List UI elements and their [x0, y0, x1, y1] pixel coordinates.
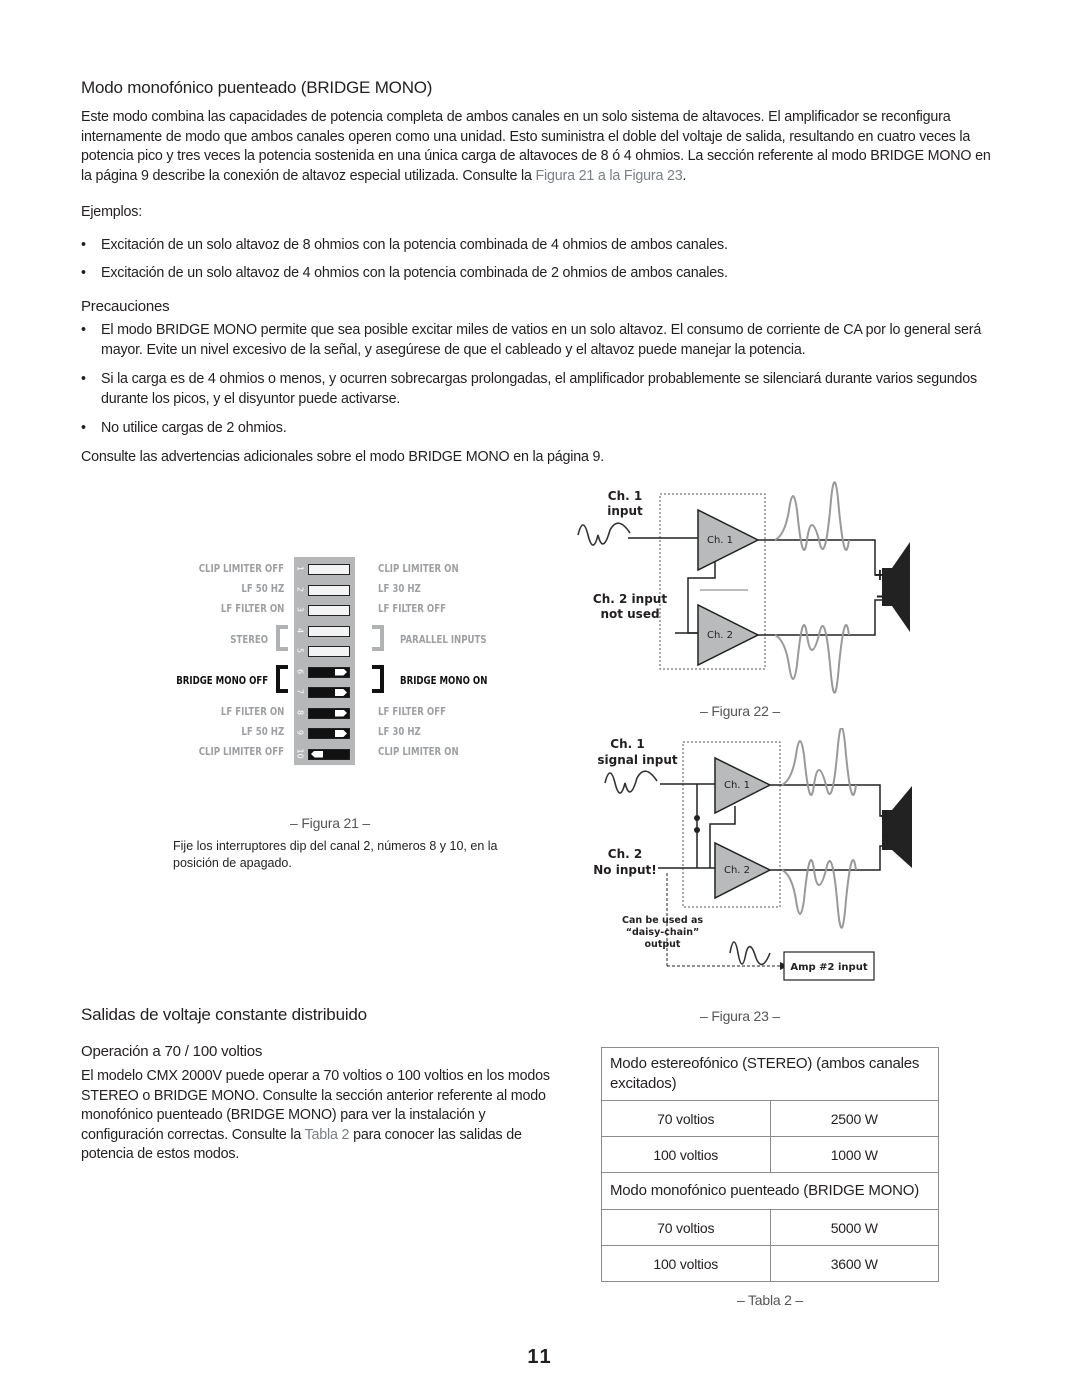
minus-sign: –	[882, 826, 890, 845]
power-cell: 5000 W	[830, 1219, 878, 1236]
switch-knob	[311, 587, 323, 594]
table-row	[602, 1246, 938, 1281]
switch-knob	[335, 689, 347, 696]
right-label-clip-limiter-on: CLIP LIMITER ON	[378, 563, 459, 575]
table-row	[602, 1137, 938, 1173]
left-label-clip-limiter-off-2: CLIP LIMITER OFF	[198, 746, 284, 758]
daisy-chain-label: Can be used as “daisy-chain” output	[621, 915, 704, 950]
bullet-icon: •	[81, 420, 86, 436]
right-label-clip-limiter-on-2: CLIP LIMITER ON	[378, 746, 459, 758]
switch-number-5: 5	[295, 647, 305, 654]
switch-number-3: 3	[295, 606, 305, 613]
amp1-label: Ch. 1	[723, 780, 751, 791]
figure-reference-link[interactable]: Figura 21 a la Figura 23	[535, 167, 683, 184]
bracket-bridge-on	[372, 667, 382, 691]
no-input-label: No input!	[593, 863, 657, 877]
figure-23-caption: – Figura 23 –	[700, 1008, 780, 1024]
amp2-label: Ch. 2	[723, 865, 751, 876]
left-label-bridge-mono-off: BRIDGE MONO OFF	[176, 675, 268, 687]
table-2	[601, 1047, 939, 1282]
switch-knob	[335, 669, 347, 676]
switch-knob	[311, 648, 323, 655]
ch2-input-label: Ch. 2 input not used	[592, 592, 668, 621]
bridge-mode-header: Modo monofónico puenteado (BRIDGE MONO)	[602, 1173, 938, 1210]
dip-switch-1[interactable]	[308, 564, 350, 575]
figure-22-caption: – Figura 22 –	[700, 703, 780, 719]
precaution-text: Si la carga es de 4 ohmios o menos, y ocurren sobrecargas prolongadas, el amplificador probablemente se silenciará durante varios segundos durante los picos, y el disyuntor puede activarse.	[101, 371, 977, 407]
switch-number-8: 8	[295, 709, 305, 715]
switch-knob	[311, 751, 323, 758]
right-label-parallel-inputs: PARALLEL INPUTS	[400, 634, 487, 646]
switch-knob	[311, 607, 323, 614]
power-cell: 2500 W	[830, 1110, 878, 1127]
right-label-lf-filter-off-2: LF FILTER OFF	[378, 706, 446, 718]
right-label-lf-filter-off: LF FILTER OFF	[378, 603, 446, 615]
examples-label: Ejemplos:	[81, 204, 142, 220]
table-reference-link[interactable]: Tabla 2	[304, 1126, 350, 1143]
switch-knob	[311, 566, 323, 573]
bullet-icon: •	[81, 265, 86, 281]
example-item-1	[81, 236, 1021, 256]
figure-23-diagram	[570, 728, 920, 988]
dip-switch-8[interactable]	[308, 708, 350, 719]
bracket-stereo	[278, 627, 288, 649]
ch2-label: Ch. 2	[607, 847, 643, 861]
example-text: Excitación de un solo altavoz de 4 ohmios con la potencia combinada de 2 ohmios de ambos canales.	[101, 265, 728, 281]
switch-number-10: 10	[295, 748, 305, 759]
bracket-bridge-off	[278, 667, 288, 691]
bullet-icon: •	[81, 322, 86, 338]
ch1-input-label: Ch. 1 input	[607, 489, 643, 518]
section-title-bridge-mono: Modo monofónico puenteado (BRIDGE MONO)	[81, 78, 433, 97]
precaution-text: No utilice cargas de 2 ohmios.	[101, 420, 287, 436]
voltage-cell: 100 voltios	[602, 1246, 771, 1281]
right-label-bridge-mono-on: BRIDGE MONO ON	[400, 675, 488, 687]
figure-22-diagram	[570, 480, 920, 695]
dip-switch-2[interactable]	[308, 585, 350, 596]
left-label-lf-filter-on-2: LF FILTER ON	[220, 706, 284, 718]
switch-number-4: 4	[295, 627, 305, 633]
power-cell: 3600 W	[830, 1255, 878, 1272]
dip-switch-10[interactable]	[308, 749, 350, 760]
left-label-lf-50hz-2: LF 50 HZ	[241, 726, 284, 738]
precaution-item-1	[81, 321, 1021, 360]
example-item-2	[81, 264, 1021, 284]
switch-knob	[335, 730, 347, 737]
description-text: El modelo CMX 2000V puede operar a 70 voltios o 100 voltios en los modos STEREO o BRIDGE MONO. Consulte la sección anterior referente al modo monofónico puenteado (BRIDGE MONO) para ver la instalación y configuración correctas. Consulte la	[81, 1068, 550, 1143]
bullet-icon: •	[81, 237, 86, 253]
dip-switch-4[interactable]	[308, 626, 350, 637]
table-2-caption: – Tabla 2 –	[736, 1292, 804, 1308]
switch-number-9: 9	[295, 729, 305, 736]
bridge-mono-description	[81, 108, 1001, 186]
switch-number-1: 1	[295, 565, 305, 572]
input-waveform	[578, 523, 630, 545]
dip-switch-7[interactable]	[308, 687, 350, 698]
precaution-text: El modo BRIDGE MONO permite que sea posible excitar miles de vatios en un solo altavoz. El consumo de corriente de CA por lo general será mayor. Evite un nivel excesivo de la señal, y asegúrese de que el cableado y el altavoz puede manejar la potencia.	[101, 322, 982, 358]
ch1-label: Ch. 1	[610, 737, 645, 751]
bracket-parallel	[372, 627, 382, 649]
amp2-input-label: Amp #2 input	[790, 962, 868, 973]
amp2-label: Ch. 2	[706, 630, 734, 641]
plus-sign: +	[879, 806, 893, 825]
see-also-note: Consulte las advertencias adicionales sobre el modo BRIDGE MONO en la página 9.	[81, 449, 604, 465]
table-row	[602, 1210, 938, 1246]
description-text: Este modo combina las capacidades de potencia completa de ambos canales en un solo sistema de altavoces. El amplificador se reconfigura internamente de modo que ambos canales operen como una unidad. Esto suministra el doble del voltaje de salida, resultando en cuatro veces la potencia pico y tres veces la potencia sostenida en una única carga de altavoces de 8 ó 4 ohmios. La sección referente al modo BRIDGE MONO en la página 9 describe la conexión de altavoz especial utilizada. Consulte la	[81, 109, 991, 184]
bullet-icon: •	[81, 371, 86, 387]
amp1-label: Ch. 1	[706, 535, 734, 546]
dip-switch-block	[294, 557, 355, 765]
table-row	[602, 1101, 938, 1137]
power-cell: 1000 W	[830, 1146, 878, 1163]
speaker-cone-icon	[892, 786, 912, 868]
example-text: Excitación de un solo altavoz de 8 ohmios con la potencia combinada de 4 ohmios de ambos canales.	[101, 237, 728, 253]
dip-switch-5[interactable]	[308, 646, 350, 657]
speaker-cone-icon	[892, 542, 910, 632]
left-label-clip-limiter-off: CLIP LIMITER OFF	[198, 563, 284, 575]
stereo-mode-header: Modo estereofónico (STEREO) (ambos canales excitados)	[602, 1048, 938, 1101]
figure-21-dip-switches	[150, 555, 530, 770]
switch-number-2: 2	[295, 586, 305, 592]
plus-sign: +	[873, 565, 887, 584]
voltage-cell: 70 voltios	[602, 1101, 771, 1136]
description-end: .	[682, 167, 687, 184]
right-label-lf-30hz-2: LF 30 HZ	[378, 726, 421, 738]
precautions-title: Precauciones	[81, 298, 170, 315]
signal-input-label: signal input	[597, 753, 678, 767]
switch-number-6: 6	[295, 668, 305, 674]
switch-number-7: 7	[295, 688, 305, 695]
voltage-cell: 70 voltios	[602, 1210, 771, 1245]
dip-switch-6[interactable]	[308, 667, 350, 678]
dip-switch-9[interactable]	[308, 728, 350, 739]
daisy-chain-waveform	[730, 942, 770, 964]
voltage-cell: 100 voltios	[602, 1137, 771, 1172]
left-label-stereo: STEREO	[230, 634, 268, 646]
distributed-voltage-description	[81, 1067, 561, 1165]
switch-knob	[335, 710, 347, 717]
figure-21-caption: – Figura 21 –	[290, 815, 370, 831]
right-label-lf-30hz: LF 30 HZ	[378, 583, 421, 595]
left-label-lf-50hz: LF 50 HZ	[241, 583, 284, 595]
section-title-distributed-voltage: Salidas de voltaje constante distribuido	[81, 1005, 367, 1024]
dip-switch-3[interactable]	[308, 605, 350, 616]
subsection-title-70-100v: Operación a 70 / 100 voltios	[81, 1043, 263, 1060]
input-waveform	[605, 771, 657, 793]
minus-sign: –	[876, 586, 884, 605]
left-label-lf-filter-on: LF FILTER ON	[220, 603, 284, 615]
page-number: 11	[527, 1346, 553, 1368]
switch-knob	[311, 628, 323, 635]
precaution-item-2	[81, 370, 1021, 409]
description-end: para conocer las salidas de potencia de estos modos.	[81, 1126, 522, 1162]
figure-21-note: Fije los interruptores dip del canal 2, números 8 y 10, en la posición de apagado.	[173, 839, 498, 870]
precaution-item-3	[81, 419, 1021, 439]
